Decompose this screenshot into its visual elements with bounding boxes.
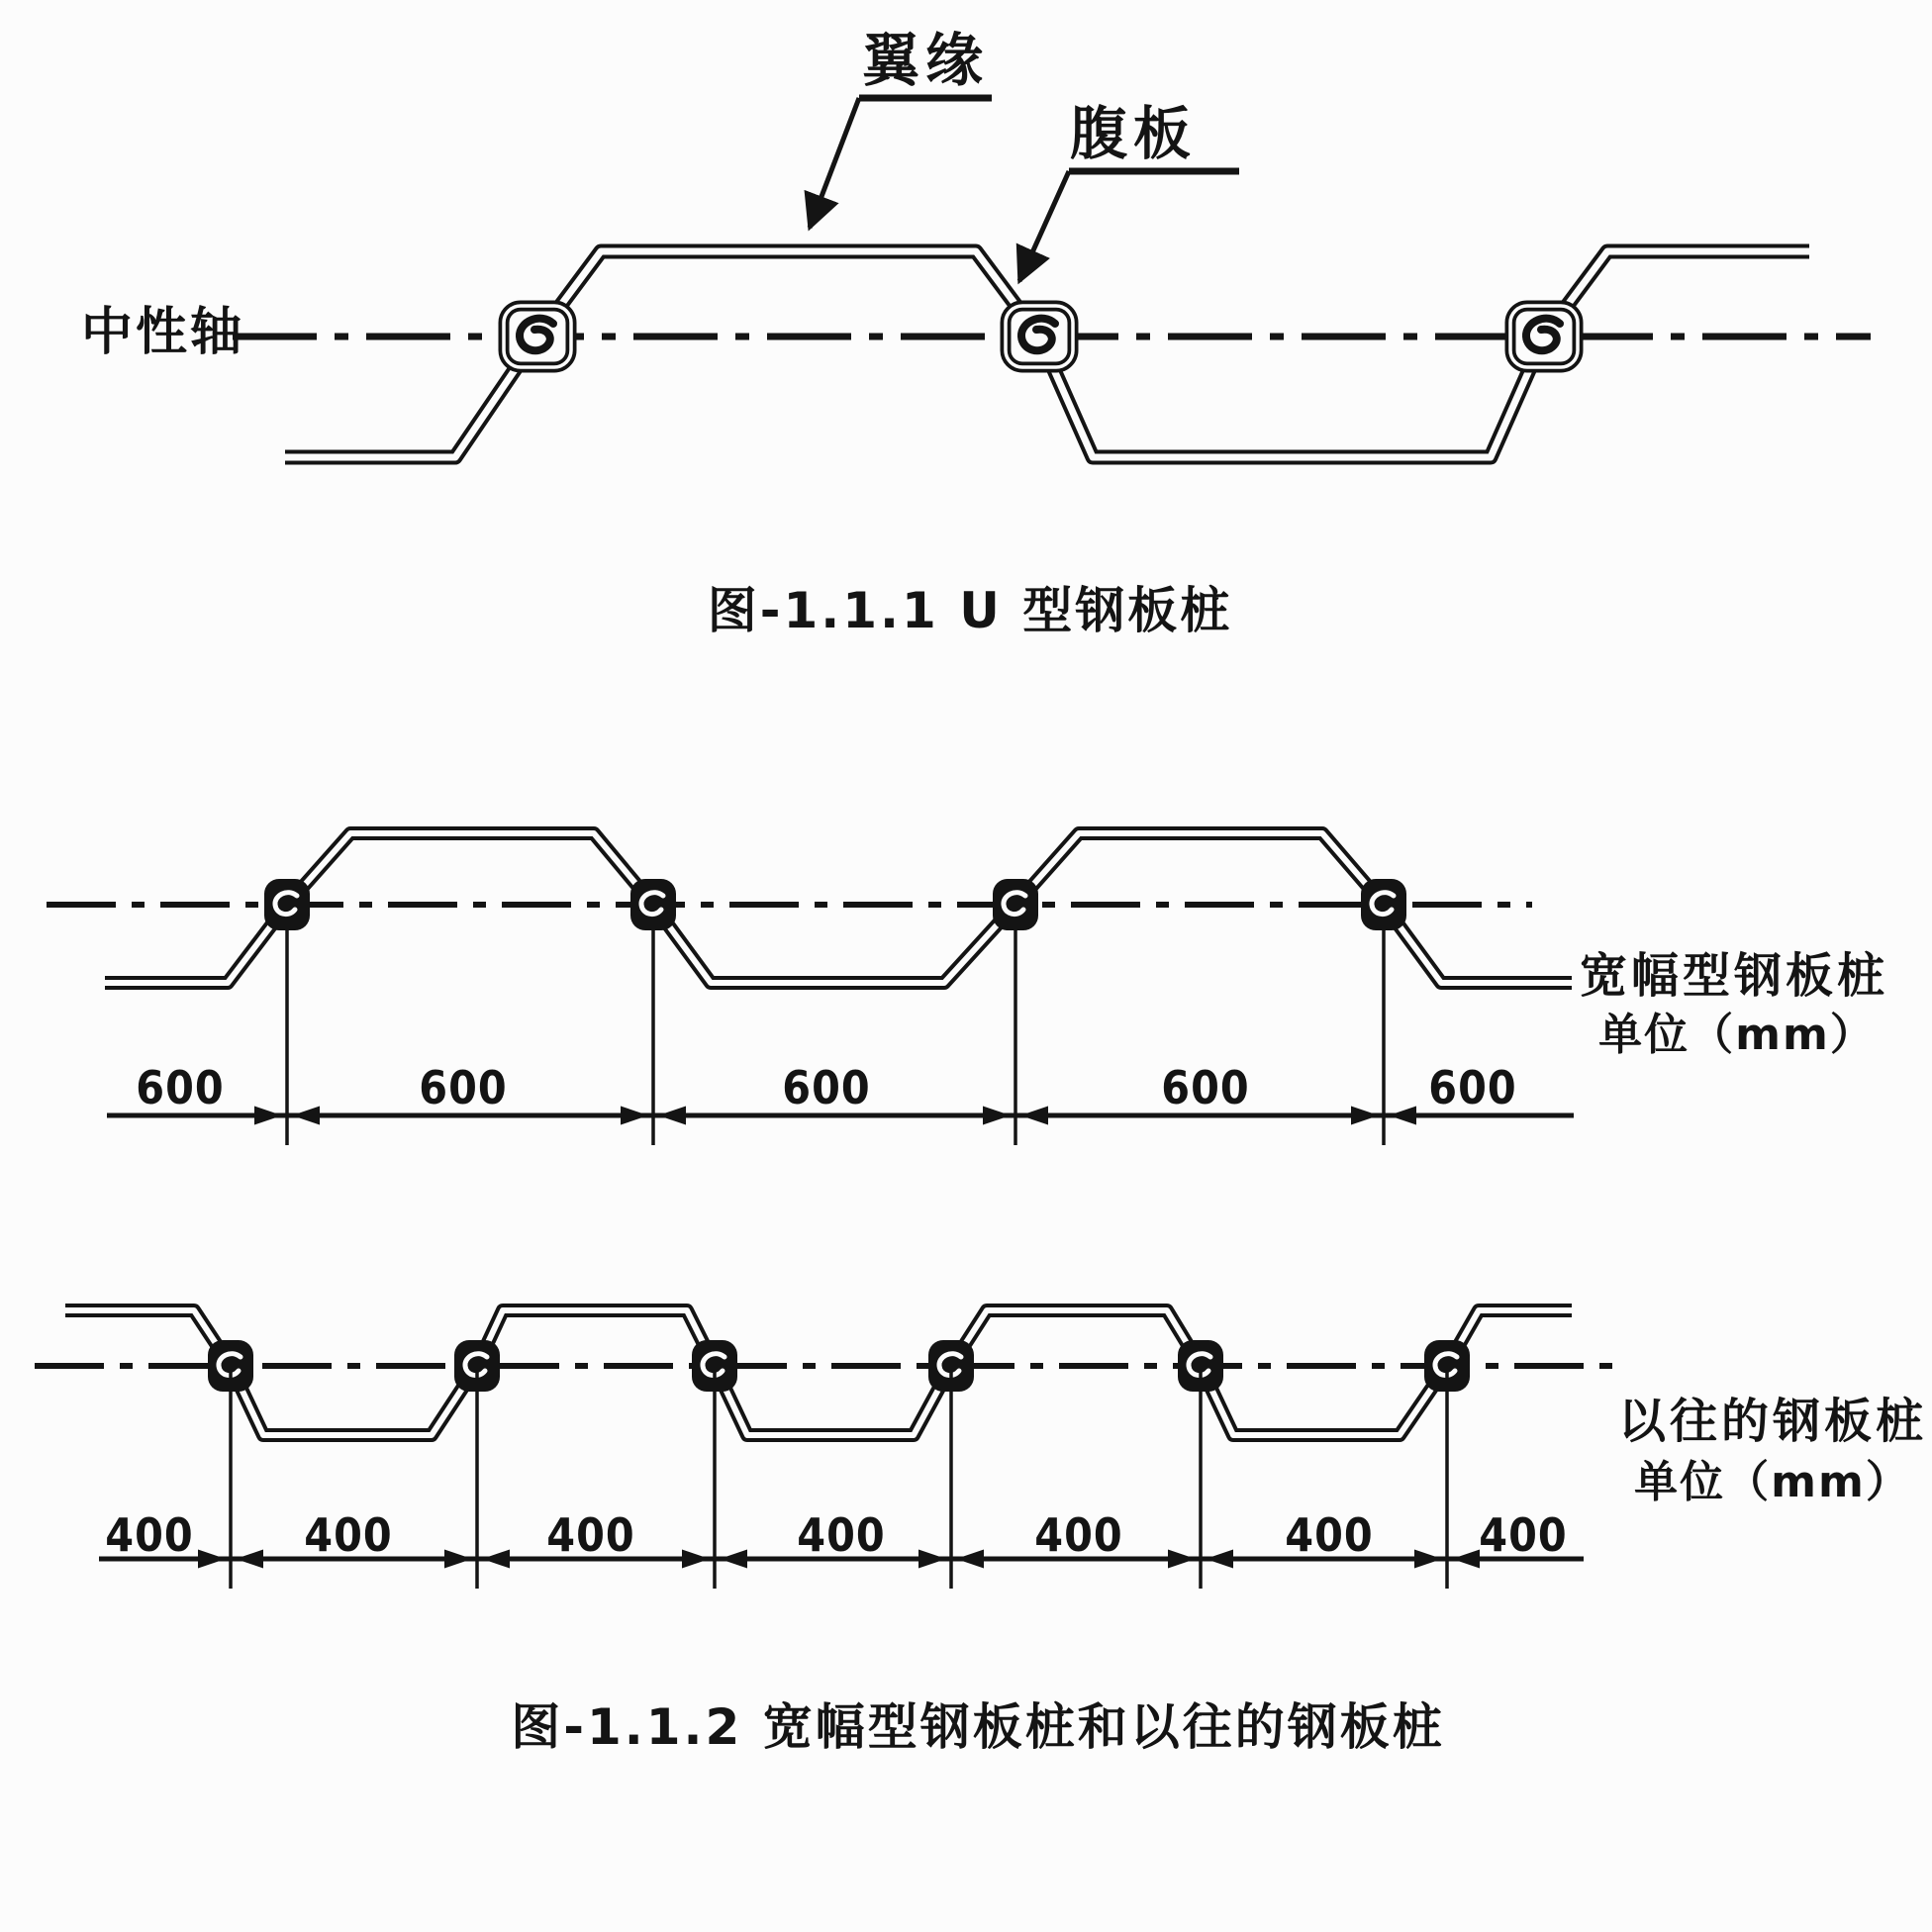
dim-label-600: 600	[136, 1061, 225, 1114]
wide-pile-profile-outline	[105, 833, 1572, 983]
dimension-tick	[1168, 1361, 1233, 1589]
dim-label-400: 400	[1034, 1508, 1123, 1562]
dimension-tick	[1351, 918, 1416, 1145]
dimension-tick	[983, 918, 1048, 1145]
interlock-icon	[1510, 306, 1578, 367]
interlock-icon	[1006, 306, 1073, 367]
conventional-unit: 单位（mm）	[1634, 1457, 1911, 1507]
conventional-pile-profile-inner-white	[65, 1310, 1572, 1435]
dim-label-400: 400	[546, 1508, 635, 1562]
wide-type-title: 宽幅型钢板桩	[1579, 948, 1889, 1004]
conventional-title: 以往的钢板桩	[1617, 1394, 1928, 1449]
dim-label-600: 600	[782, 1061, 871, 1114]
flange-leader-arrow	[810, 98, 859, 228]
dimension-tick	[621, 918, 686, 1145]
dim-label-400: 400	[105, 1508, 194, 1562]
wide-type-unit: 单位（mm）	[1598, 1010, 1876, 1060]
neutral-axis-label: 中性轴	[81, 303, 245, 362]
figure2-caption: 图-1.1.2 宽幅型钢板桩和以往的钢板桩	[511, 1698, 1445, 1756]
web-label: 腹板	[1069, 100, 1198, 167]
dim-label-400: 400	[304, 1508, 393, 1562]
dimension-tick	[682, 1361, 747, 1589]
web-leader-arrow	[1019, 171, 1069, 281]
figure1-caption: 图-1.1.1 U 型钢板桩	[707, 582, 1233, 639]
interlock-icon	[504, 306, 571, 367]
figure1-u-pile-drawing	[233, 98, 1871, 457]
dimension-tick	[198, 1361, 263, 1589]
dim-label-600: 600	[419, 1061, 508, 1114]
flange-label: 翼缘	[861, 27, 990, 94]
conventional-pile-profile-outline	[65, 1310, 1572, 1435]
dim-label-400: 400	[797, 1508, 886, 1562]
dim-label-600: 600	[1428, 1061, 1517, 1114]
dimension-tick	[254, 918, 320, 1145]
dim-label-600: 600	[1161, 1061, 1250, 1114]
dim-label-400: 400	[1479, 1508, 1568, 1562]
dim-label-400: 400	[1285, 1508, 1374, 1562]
